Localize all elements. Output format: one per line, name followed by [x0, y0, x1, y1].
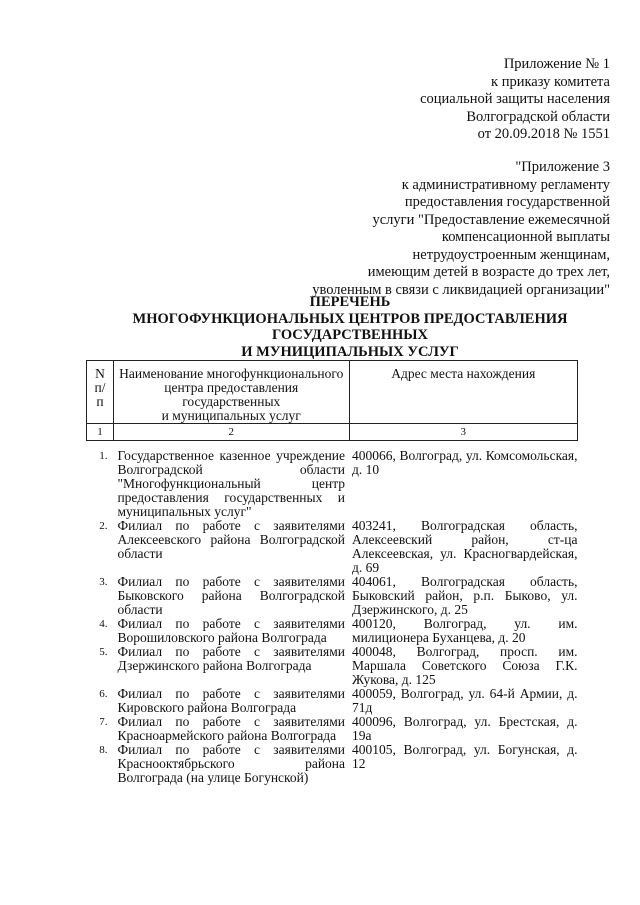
row-number: 6. — [99, 688, 108, 700]
center-name: Филиал по работе с заявителями Алексеевского района Волгоградской области — [117, 518, 346, 561]
center-address: 400120, Волгоград, ул. им. милиционера Буханцева, д. 20 — [352, 616, 578, 645]
document-title — [110, 294, 590, 360]
appendix3-line: предоставления государственной — [404, 194, 610, 210]
center-address: 400066, Волгоград, ул. Комсомольская, д. 10 — [352, 448, 578, 477]
appendix1-line: Волгоградской области — [466, 108, 610, 125]
appendix1-line: от 20.09.2018 № 1551 — [477, 126, 610, 142]
center-name: Филиал по работе с заявителями Краснооктябрьского района Волгограда (на улице Богунской) — [117, 742, 346, 785]
appendix3-line: нетрудоустроенным женщинам, — [412, 246, 610, 263]
title-line: ПЕРЕЧЕНЬ — [309, 294, 391, 310]
center-address: 403241, Волгоградская область, Алексеевский район, ст-ца Алексеевская, ул. Красногвардейская, д. 69 — [352, 518, 578, 575]
mfc-list-table — [86, 360, 578, 785]
center-address: 400105, Волгоград, ул. Богунская, д. 12 — [352, 742, 578, 771]
appendix1-line: Приложение № 1 — [503, 56, 610, 72]
appendix1-line: социальной защиты населения — [420, 91, 610, 107]
row-number: 4. — [99, 618, 108, 630]
appendix3-line: услуги "Предоставление ежемесячной — [372, 211, 610, 228]
table-header-row — [87, 361, 578, 424]
column-number: 1 — [87, 424, 114, 441]
row-number: 8. — [99, 744, 108, 756]
regulation-appendix-header — [312, 159, 610, 299]
header-address: Адрес места нахождения — [349, 361, 577, 424]
center-name: Государственное казенное учреждение Волгоградской области "Многофункциональный центр предоставления государственных и муниципальных услуг" — [117, 448, 346, 519]
row-number: 2. — [99, 520, 108, 532]
table-row — [87, 715, 578, 743]
appendix3-line: уволенным в связи с ликвидацией организации" — [312, 281, 610, 298]
appendix3-line: имеющим детей в возрасте до трех лет, — [367, 264, 610, 280]
title-line: ГОСУДАРСТВЕННЫХ — [271, 327, 428, 343]
table-row — [87, 449, 578, 519]
column-number-row — [87, 424, 578, 441]
table-row — [87, 743, 578, 785]
table-row — [87, 519, 578, 575]
table-row — [87, 645, 578, 687]
row-number: 5. — [99, 646, 108, 658]
center-name: Филиал по работе с заявителями Ворошиловского района Волгограда — [117, 616, 346, 645]
table-row — [87, 687, 578, 715]
row-number: 7. — [99, 716, 108, 728]
header-number: N п/п — [87, 361, 114, 424]
appendix3-line: "Приложение 3 — [515, 159, 610, 175]
center-address: 400048, Волгоград, просп. им. Маршала Советского Союза Г.К. Жукова, д. 125 — [352, 644, 578, 687]
center-address: 400096, Волгоград, ул. Брестская, д. 19а — [352, 714, 578, 743]
column-number: 3 — [349, 424, 577, 441]
header-name: Наименование многофункционального центра предоставления государственных и муниципальных услуг — [113, 361, 349, 424]
order-appendix-header — [420, 56, 610, 144]
center-name: Филиал по работе с заявителями Дзержинского района Волгограда — [117, 644, 346, 673]
center-name: Филиал по работе с заявителями Красноармейского района Волгограда — [117, 714, 346, 743]
title-line: И МУНИЦИПАЛЬНЫХ УСЛУГ — [241, 343, 459, 360]
appendix1-line: к приказу комитета — [491, 73, 610, 90]
title-line: МНОГОФУНКЦИОНАЛЬНЫХ ЦЕНТРОВ ПРЕДОСТАВЛЕНИЯ — [132, 310, 568, 327]
center-address: 400059, Волгоград, ул. 64-й Армии, д. 71д — [352, 686, 578, 715]
center-address: 404061, Волгоградская область, Быковский район, р.п. Быково, ул. Дзержинского, д. 25 — [352, 574, 578, 617]
appendix3-line: компенсационной выплаты — [441, 229, 610, 245]
row-number: 1. — [99, 450, 108, 462]
table-row — [87, 575, 578, 617]
center-name: Филиал по работе с заявителями Кировского района Волгограда — [117, 686, 346, 715]
row-number: 3. — [99, 576, 108, 588]
table-row — [87, 617, 578, 645]
center-name: Филиал по работе с заявителями Быковского района Волгоградской области — [117, 574, 346, 617]
column-number: 2 — [113, 424, 349, 441]
appendix3-line: к административному регламенту — [401, 176, 610, 193]
